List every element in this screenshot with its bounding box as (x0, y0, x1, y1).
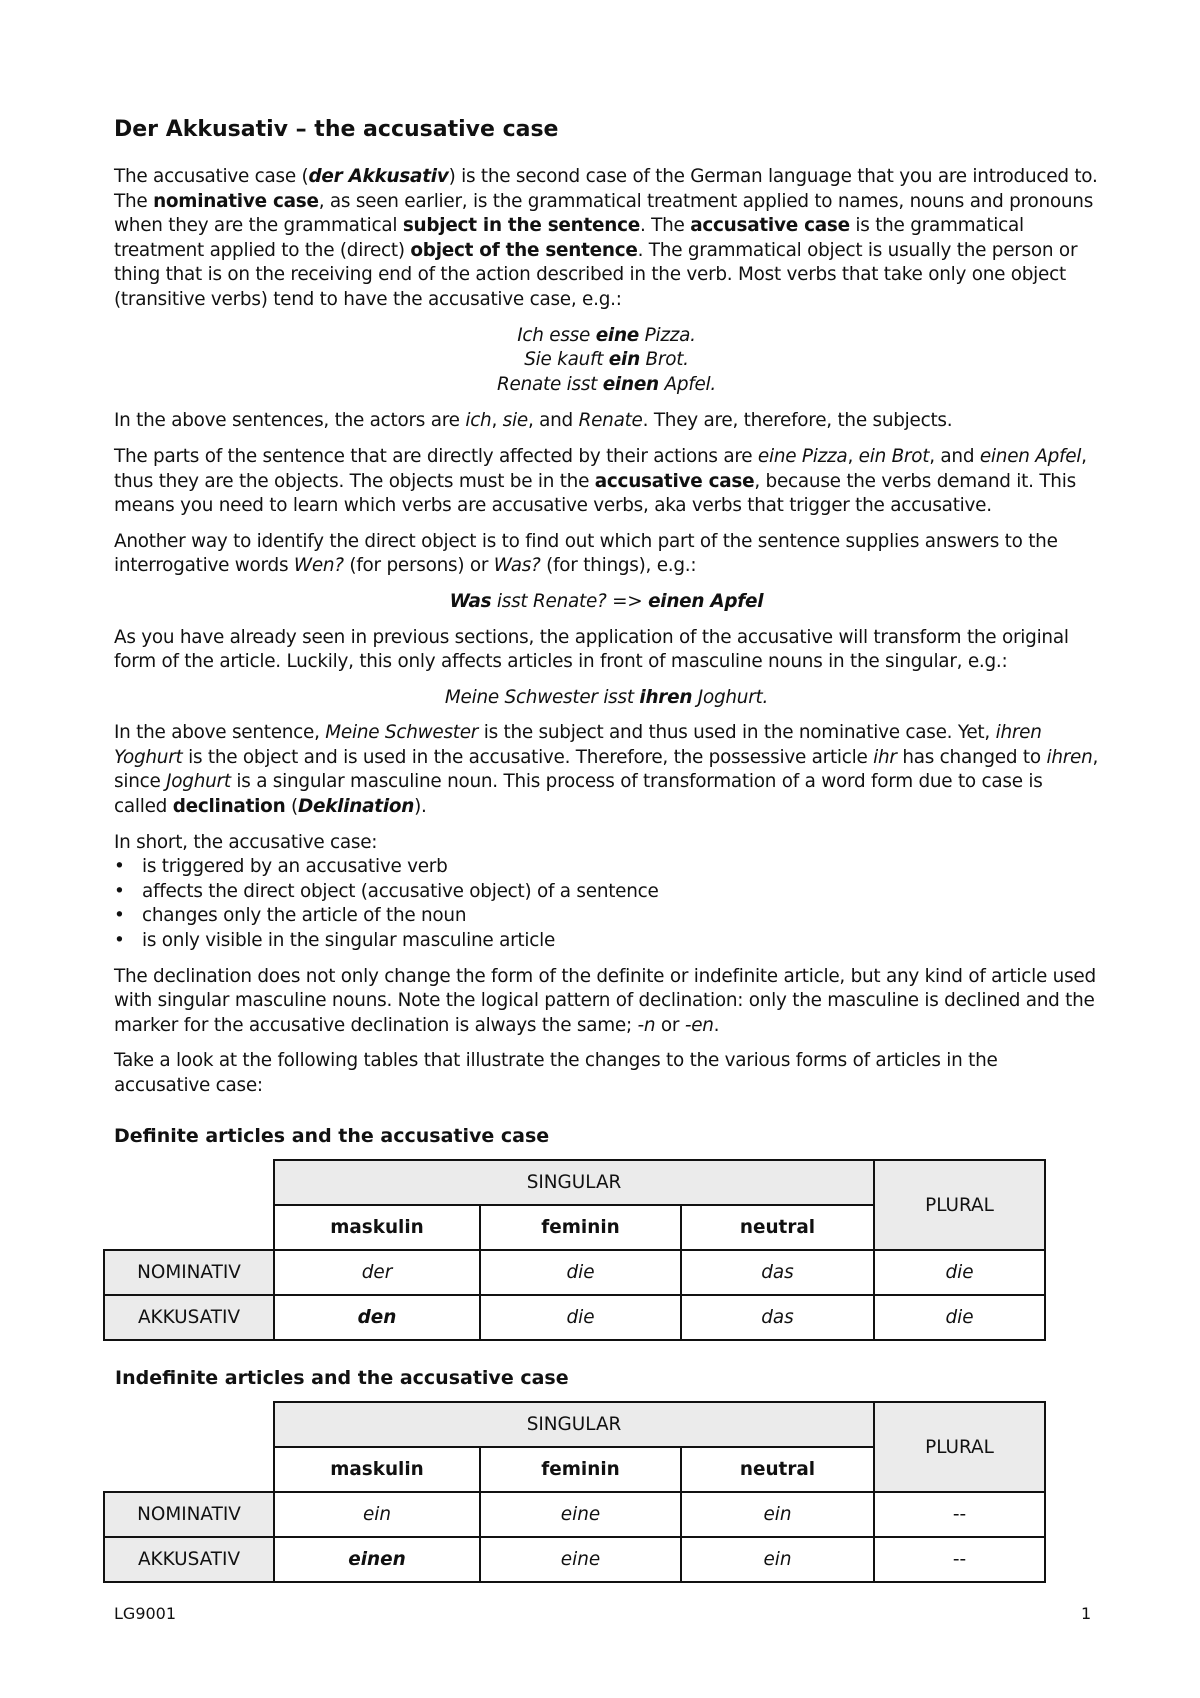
question-example (114, 590, 1099, 615)
text-run: declination (172, 796, 286, 818)
table-cell: die (874, 1250, 1045, 1295)
gender-header: feminin (480, 1447, 681, 1492)
transform-paragraph: As you have already seen in previous sections, the application of the accusative will transform the original form of the article. Luckily, this only affects articles in front of masculine nouns in the singular, e.g.: (114, 626, 1069, 673)
text-run: , (847, 445, 859, 467)
text-run: , and (929, 445, 980, 467)
list-item: • affects the direct object (accusative object) of a sentence (114, 880, 1099, 905)
text-run: , and (527, 410, 579, 432)
text-run: subject in the sentence (402, 215, 640, 237)
indefinite-table-heading: Indefinite articles and the accusative case (115, 1367, 569, 1389)
text-run: , thus they are the objects. The objects must be in the (114, 445, 1087, 492)
singular-header: SINGULAR (274, 1160, 874, 1205)
text-run: is the subject and thus used in the nominative case. Yet, (478, 722, 996, 744)
subjects-paragraph (114, 409, 1099, 434)
table-cell: ein (681, 1492, 874, 1537)
text-run: (for things), e.g.: (540, 555, 697, 577)
text-run: -n (637, 1014, 656, 1036)
text-run: accusative case (594, 470, 755, 492)
table-cell: das (681, 1250, 874, 1295)
list-item: • changes only the article of the noun (114, 904, 1099, 929)
singular-header: SINGULAR (274, 1402, 874, 1447)
text-run: has changed to (896, 746, 1047, 768)
text-run: Deklination (297, 796, 415, 818)
text-run: Meine Schwester isst (444, 686, 640, 708)
text-run: accusative case (690, 215, 850, 237)
text-run: ihr (873, 746, 897, 768)
example-sentence (114, 324, 1099, 349)
text-run: . (713, 1014, 720, 1036)
text-run: , as seen earlier, is the grammatical treatment applied to names, nouns and pronouns when they are the grammatical (114, 190, 1094, 237)
list-item: • is triggered by an accusative verb (114, 855, 1099, 880)
text-run: The declination does not only change the form of the definite or indefinite article, but any kind of article used with singular masculine nouns. Note the logical pattern of declination: only the masculine is declined and the marker for the accusative declination is always the same; (114, 965, 1096, 1036)
text-run: ein (608, 349, 640, 371)
table-cell: einen (274, 1537, 480, 1582)
gender-header: maskulin (274, 1205, 480, 1250)
row-header: NOMINATIV (104, 1250, 274, 1295)
text-run: Was (449, 590, 492, 612)
tables-intro-paragraph: Take a look at the following tables that illustrate the changes to the various forms of articles in the accusative case: (114, 1050, 998, 1096)
text-run: . The grammatical object is usually the person or thing that is on the receiving end of the action described in the verb. Most verbs that take only one object (transitive verbs) tend to have the accusative case, e.g.: (114, 239, 1078, 310)
text-run: einen (602, 373, 659, 395)
text-run: Renate (578, 410, 643, 432)
text-run: Pizza. (639, 324, 696, 346)
text-run: eine (595, 324, 640, 346)
empty-corner-cell (104, 1402, 274, 1492)
text-run: Brot. (639, 349, 689, 371)
table-cell: -- (874, 1492, 1045, 1537)
text-run: -en (684, 1014, 714, 1036)
text-run: der Akkusativ (308, 166, 449, 187)
definite-articles-table (103, 1159, 1046, 1341)
text-run: Apfel. (658, 373, 716, 395)
text-run: The accusative case ( (114, 166, 309, 187)
text-run: Ich esse (517, 324, 596, 346)
plural-header: PLURAL (874, 1402, 1045, 1492)
possessive-example (114, 686, 1099, 711)
table-cell: die (480, 1295, 681, 1340)
row-header: NOMINATIV (104, 1492, 274, 1537)
document-body (114, 116, 1099, 1110)
text-run: isst Renate? => (491, 590, 649, 612)
text-run: , (491, 410, 503, 432)
text-run: is a singular masculine noun. This process of transformation of a word form due to case is called (114, 771, 1043, 818)
row-header: AKKUSATIV (104, 1537, 274, 1582)
text-run: ich (465, 410, 492, 432)
text-run: ) is the second case of the German language that you are introduced to. The (114, 166, 1098, 212)
text-run: ein Brot (858, 445, 930, 467)
declination-paragraph (114, 721, 1099, 819)
footer-page-number: 1 (1081, 1604, 1092, 1623)
text-run: Meine Schwester (325, 722, 479, 744)
table-cell: der (274, 1250, 480, 1295)
text-run: or (655, 1014, 685, 1036)
text-run: ( (285, 796, 298, 818)
text-run: In the above sentences, the actors are (114, 410, 466, 432)
table-cell: die (480, 1250, 681, 1295)
list-item: • is only visible in the singular masculine article (114, 929, 1099, 954)
text-run: , because the verbs demand it. This means you need to learn which verbs are accusative verbs, aka verbs that trigger the accusative. (114, 470, 1076, 517)
table-cell: ein (274, 1492, 480, 1537)
text-run: Sie kauft (524, 349, 609, 371)
example-sentence (114, 373, 1099, 398)
table-cell: den (274, 1295, 480, 1340)
text-run: einen Apfel (648, 590, 764, 612)
indefinite-articles-table (103, 1401, 1046, 1583)
text-run: ihren (1046, 746, 1093, 768)
text-run: (for persons) or (343, 555, 494, 577)
pattern-paragraph (114, 965, 1099, 1039)
text-run: Another way to identify the direct object is to find out which part of the sentence supplies answers to the interrogative words (114, 530, 1058, 577)
table-cell: eine (480, 1492, 681, 1537)
text-run: , since (114, 746, 1099, 793)
table-cell: eine (480, 1537, 681, 1582)
summary-list (114, 855, 1099, 953)
gender-header: feminin (480, 1205, 681, 1250)
text-run: . They are, therefore, the subjects. (642, 410, 953, 432)
objects-paragraph (114, 445, 1099, 519)
text-run: Wen? (293, 555, 344, 577)
text-run: In the above sentence, (114, 722, 326, 744)
empty-corner-cell (104, 1160, 274, 1250)
text-run: object of the sentence (410, 239, 638, 261)
text-run: is the grammatical treatment applied to the (direct) (114, 215, 1024, 261)
example-sentence (114, 348, 1099, 373)
interrogative-paragraph (114, 530, 1099, 579)
text-run: ihren Yoghurt (114, 722, 1042, 768)
plural-header: PLURAL (874, 1160, 1045, 1250)
page-title: Der Akkusativ – the accusative case (114, 117, 559, 142)
text-run: . The (639, 215, 691, 237)
gender-header: maskulin (274, 1447, 480, 1492)
example-sentences (114, 324, 1099, 398)
table-cell: -- (874, 1537, 1045, 1582)
footer-doc-code: LG9001 (114, 1604, 177, 1623)
text-run: eine Pizza (757, 445, 848, 467)
text-run: ihren (639, 686, 693, 708)
table-cell: ein (681, 1537, 874, 1582)
text-run: Was? (493, 555, 541, 577)
gender-header: neutral (681, 1447, 874, 1492)
intro-paragraph (114, 165, 1099, 313)
summary-intro: In short, the accusative case: (114, 831, 378, 853)
text-run: Renate isst (496, 373, 603, 395)
text-run: nominative case (153, 190, 319, 212)
text-run: Joghurt (166, 771, 231, 793)
row-header: AKKUSATIV (104, 1295, 274, 1340)
text-run: is the object and is used in the accusative. Therefore, the possessive article (182, 746, 874, 768)
text-run: einen Apfel (979, 445, 1082, 467)
definite-table-heading: Definite articles and the accusative case (114, 1125, 550, 1147)
table-cell: das (681, 1295, 874, 1340)
table-cell: die (874, 1295, 1045, 1340)
gender-header: neutral (681, 1205, 874, 1250)
text-run: ). (414, 796, 427, 818)
text-run: The parts of the sentence that are directly affected by their actions are (114, 445, 758, 467)
text-run: Joghurt. (692, 686, 769, 708)
text-run: sie (502, 410, 528, 432)
